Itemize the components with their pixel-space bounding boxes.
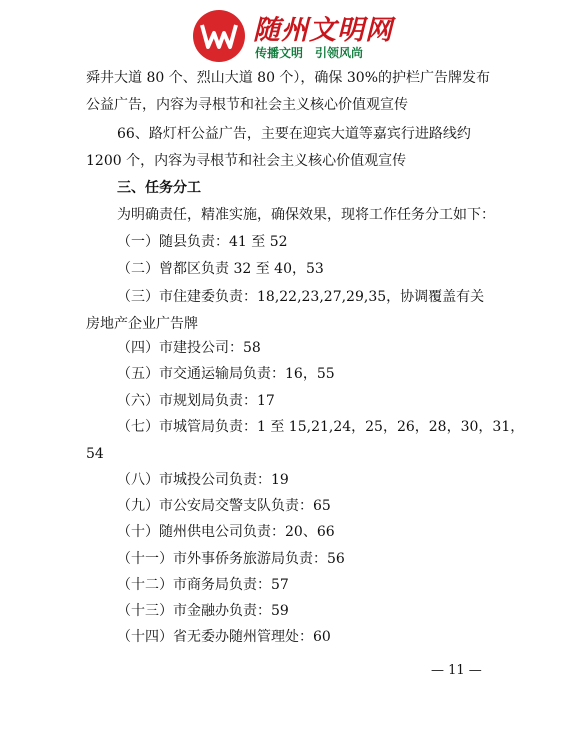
logo-slogan: 传播文明 引领风尚 xyxy=(255,46,364,60)
paragraph-65-continued-line-1: 舜井大道 80 个、烈山大道 80 个），确保 30%的护栏广告牌发布 xyxy=(86,70,490,86)
task-item-3: （三）市住建委负责：18,22,23,27,29,35，协调覆盖有关 xyxy=(117,289,485,305)
task-item-3-continued: 房地产企业广告牌 xyxy=(86,316,198,332)
task-item-4: （四）市建投公司：58 xyxy=(117,340,261,356)
site-logo xyxy=(193,6,393,64)
task-item-14: （十四）省无委办随州管理处：60 xyxy=(117,629,331,645)
logo-site-name: 随州文明网 xyxy=(253,15,393,46)
section-heading: 三、任务分工 xyxy=(117,180,201,196)
task-item-6: （六）市规划局负责：17 xyxy=(117,393,275,409)
task-item-12: （十二）市商务局负责：57 xyxy=(117,577,289,593)
paragraph-65-continued-line-2: 公益广告，内容为寻根节和社会主义核心价值观宣传 xyxy=(86,97,408,113)
logo-emblem xyxy=(193,10,245,62)
task-item-7: （七）市城管局负责：1 至 15,21,24，25，26，28，30，31， xyxy=(117,419,525,435)
paragraph-66-line-2: 1200 个，内容为寻根节和社会主义核心价值观宣传 xyxy=(86,153,407,169)
logo-emblem-icon xyxy=(199,21,239,51)
task-item-7-continued: 54 xyxy=(86,446,104,462)
task-item-8: （八）市城投公司负责：19 xyxy=(117,472,289,488)
task-item-9: （九）市公安局交警支队负责：65 xyxy=(117,498,331,514)
section-intro: 为明确责任，精准实施，确保效果，现将工作任务分工如下： xyxy=(117,207,495,223)
page-number: — 11 — xyxy=(431,663,482,678)
task-item-11: （十一）市外事侨务旅游局负责：56 xyxy=(117,551,345,567)
task-item-5: （五）市交通运输局负责：16，55 xyxy=(117,366,335,382)
task-item-1: （一）随县负责：41 至 52 xyxy=(117,234,288,250)
paragraph-66-line-1: 66、路灯杆公益广告，主要在迎宾大道等嘉宾行进路线约 xyxy=(117,126,471,142)
task-item-10: （十）随州供电公司负责：20、66 xyxy=(117,524,335,540)
task-item-2: （二）曾都区负责 32 至 40，53 xyxy=(117,261,324,277)
task-item-13: （十三）市金融办负责：59 xyxy=(117,603,289,619)
